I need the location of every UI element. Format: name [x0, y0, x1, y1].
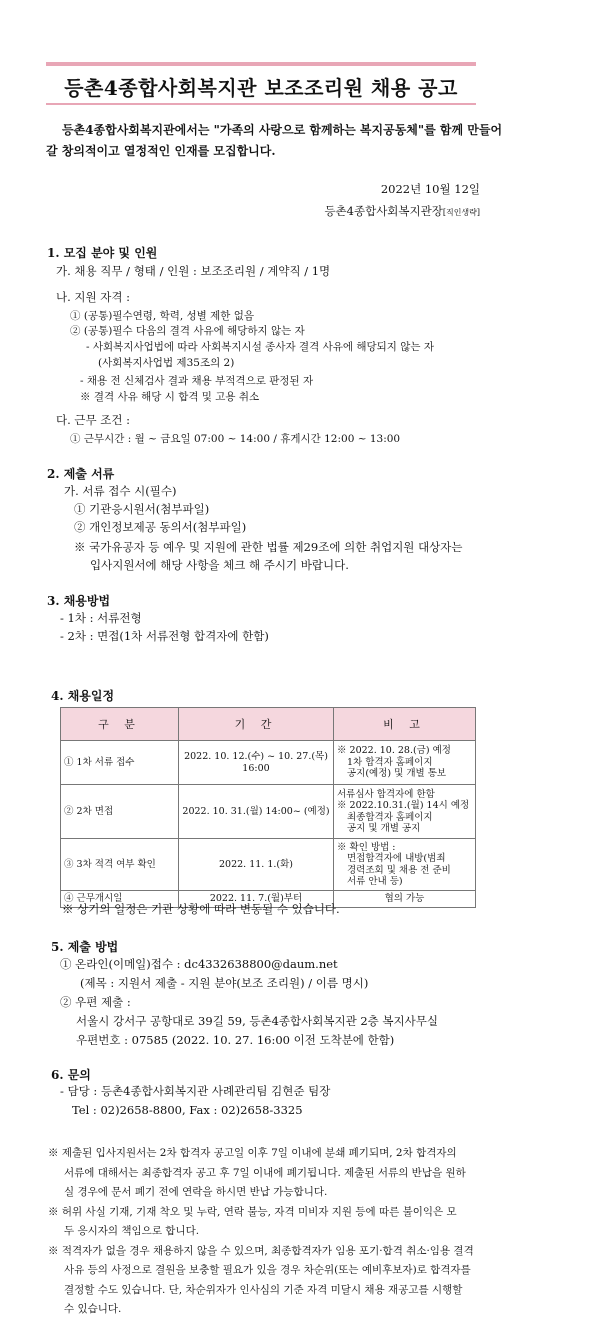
page-title: 등촌4종합사회복지관 보조조리원 채용 공고 — [64, 76, 458, 100]
intro-paragraph — [46, 120, 503, 162]
row-step: ② 2차 면접 — [61, 785, 179, 839]
note-line: 최종합격자 홈페이지 — [347, 811, 433, 823]
s2-a: 가. 서류 접수 시(필수) — [64, 484, 177, 498]
s5-line-5: 우편번호 : 07585 (2022. 10. 27. 16:00 이전 도착분에 한함) — [76, 1033, 395, 1047]
section-3-heading: 3. 채용방법 — [47, 594, 111, 608]
s1-qual-1: ① (공통)필수연령, 학력, 성별 제한 없음 — [70, 310, 255, 322]
note-line: 면접합격자에 내방(범죄 — [347, 853, 446, 864]
s1-qual-2: ② (공통)필수 다음의 결격 사유에 해당하지 않는 자 — [70, 325, 305, 337]
schedule-footnote: ※ 상기의 일정은 기관 상황에 따라 변동될 수 있습니다. — [62, 902, 340, 916]
seal-note: [직인생략] — [442, 208, 480, 217]
s1-job: 가. 채용 직무 / 형태 / 인원 : 보조조리원 / 계약직 / 1명 — [56, 264, 331, 278]
table-row — [61, 741, 476, 785]
note-line: 서류에 대해서는 최종합격자 공고 후 7일 이내에 폐기됩니다. 제출된 서류의 반납을 원하 — [64, 1166, 466, 1179]
section-5-heading: 5. 제출 방법 — [51, 940, 119, 954]
note-line: 서류 안내 등) — [347, 876, 403, 887]
note-line: 두 응시자의 책임으로 합니다. — [64, 1225, 200, 1237]
s5-line-4: 서울시 강서구 공항대로 39길 59, 등촌4종합사회복지관 2층 복지사무실 — [76, 1014, 438, 1028]
s6-line-2: Tel : 02)2658-8800, Fax : 02)2658-3325 — [72, 1103, 303, 1117]
col-header-step: 구 분 — [61, 708, 179, 741]
row-step: ③ 3차 적격 여부 확인 — [61, 839, 179, 891]
s5-line-2: (제목 : 지원서 제출 - 지원 분야(보조 조리원) / 이름 명시) — [80, 976, 369, 990]
section-1-heading: 1. 모집 분야 및 인원 — [47, 246, 158, 260]
section-4-heading: 4. 채용일정 — [51, 689, 115, 703]
s1-qual-2a: - 사회복지사업법에 따라 사회복지시설 종사자 결격 사유에 해당되지 않는 자 — [86, 341, 435, 353]
note-line: ※ 허위 사실 기재, 기재 착오 및 누락, 연락 불능, 자격 미비자 지원 등에 따른 불이익은 모 — [48, 1205, 457, 1218]
note-line: 수 있습니다. — [64, 1303, 122, 1315]
table-row — [61, 785, 476, 839]
issuer-line — [324, 204, 480, 220]
s5-line-1: ① 온라인(이메일)접수 : dc4332638800@daum.net — [60, 957, 338, 971]
note-line: 결정할 수도 있습니다. 단, 차순위자가 인사심의 기준 자격 미달시 채용 재공고를 시행할 — [64, 1283, 463, 1296]
note-line: 서류심사 합격자에 한함 — [337, 788, 435, 800]
row-period: 2022. 10. 31.(월) 14:00~ (예정) — [179, 785, 334, 839]
note-line: 공지(예정) 및 개별 통보 — [347, 768, 447, 780]
s5-line-3: ② 우편 제출 : — [60, 995, 131, 1009]
col-header-note: 비 고 — [334, 708, 476, 741]
s2-note-2: 입사지원서에 해당 사항을 체크 해 주시기 바랍니다. — [90, 558, 349, 572]
s2-a2: ② 개인정보제공 동의서(첨부파일) — [74, 520, 247, 534]
row-note — [334, 741, 476, 785]
note-line: 사유 등의 사정으로 결원을 보충할 필요가 있을 경우 차순위(또는 예비후보자)로 합격자를 — [64, 1264, 471, 1276]
s6-line-1: - 담당 : 등촌4종합사회복지관 사례관리팀 김현준 팀장 — [60, 1084, 331, 1098]
row-note — [334, 839, 476, 891]
row-step: ④ 근무개시일 — [61, 891, 179, 908]
s1-qual-2a-ref: (사회복지사업법 제35조의 2) — [98, 357, 235, 369]
note-line: 1차 합격자 홈페이지 — [347, 756, 433, 768]
note-line: ※ 2022. 10. 28.(금) 예정 — [337, 745, 451, 757]
s1-qual-2b: - 채용 전 신체검사 결과 채용 부적격으로 판정된 자 — [80, 375, 314, 387]
section-6-heading: 6. 문의 — [51, 1068, 91, 1082]
s2-a1: ① 기관응시원서(첨부파일) — [74, 502, 210, 516]
row-period: 2022. 11. 7.(월)부터 — [179, 891, 334, 908]
s2-note-1: ※ 국가유공자 등 예우 및 지원에 관한 법률 제29조에 의한 취업지원 대상자는 — [74, 540, 463, 554]
s1-qual-label: 나. 지원 자격 : — [56, 290, 131, 304]
note-line: 공지 및 개별 공지 — [347, 823, 421, 834]
col-header-period: 기 간 — [179, 708, 334, 741]
table-header-row — [61, 708, 476, 741]
s1-cond-label: 다. 근무 조건 : — [56, 413, 131, 427]
row-period: 2022. 10. 12.(수) ~ 10. 27.(목) 16:00 — [179, 741, 334, 785]
note-line: 실 경우에 문서 폐기 전에 연락을 하시면 반납 가능합니다. — [64, 1186, 328, 1198]
row-period: 2022. 11. 1.(화) — [179, 839, 334, 891]
row-note — [334, 785, 476, 839]
announce-date: 2022년 10월 12일 — [380, 182, 480, 196]
title-bar-top — [46, 62, 476, 66]
intro-line-1: 등촌4종합사회복지관에서는 "가족의 사랑으로 함께하는 복지공동체"를 함께 만들어 — [62, 123, 503, 137]
s3-line-1: - 1차 : 서류전형 — [60, 611, 142, 625]
s3-line-2: - 2차 : 면접(1차 서류전형 합격자에 한함) — [60, 629, 269, 643]
s1-qual-2c: ※ 결격 사유 해당 시 합격 및 고용 취소 — [80, 391, 260, 403]
row-note: 협의 가능 — [334, 891, 476, 908]
row-step: ① 1차 서류 접수 — [61, 741, 179, 785]
issuer-name: 등촌4종합사회복지관장 — [324, 204, 443, 218]
note-line: ※ 2022.10.31.(월) 14시 예정 — [337, 800, 470, 811]
note-line: ※ 확인 방법 : — [337, 841, 396, 853]
table-row — [61, 839, 476, 891]
note-line: 경력조회 및 채용 전 준비 — [347, 864, 451, 876]
title-bar-bottom — [46, 103, 476, 105]
s1-cond-1: ① 근무시간 : 월 ~ 금요일 07:00 ~ 14:00 / 휴게시간 12:00 ~ 13:00 — [70, 433, 401, 445]
schedule-table — [60, 707, 476, 908]
bottom-notes — [48, 1144, 480, 1320]
note-line: ※ 제출된 입사지원서는 2차 합격자 공고일 이후 7일 이내에 분쇄 폐기되며, 2차 합격자의 — [48, 1147, 457, 1159]
section-2-heading: 2. 제출 서류 — [47, 467, 115, 481]
intro-line-2: 갈 창의적이고 열정적인 인재를 모집합니다. — [46, 144, 276, 158]
note-line: ※ 적격자가 없을 경우 채용하지 않을 수 있으며, 최종합격자가 임용 포기·합격 취소·임용 결격 — [48, 1244, 474, 1257]
